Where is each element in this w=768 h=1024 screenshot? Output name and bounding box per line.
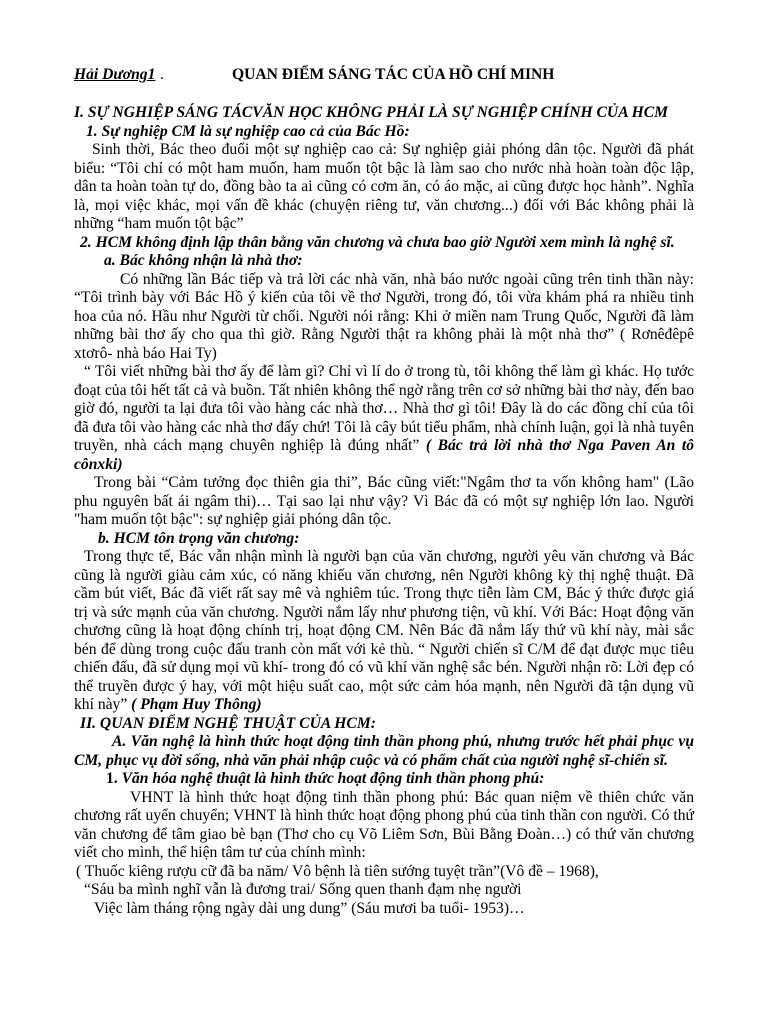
paragraph-3 (74, 363, 694, 474)
place-label: Hải Dương1 (74, 66, 156, 83)
place-dot: . (160, 66, 164, 83)
paragraph-3-text: “ Tôi viết những bài thơ ấy để làm gì? Chỉ vì lí do ở trong tù, tôi không thể làm gì khác. Họ tước đoạt của tôi hết tất cả và buồn. Tất nhiên không thể ngờ rằng trên cơ sở những bài thơ này, đến bao giờ đó, người ta lại đưa tôi vào hàng các nhà thơ… Nhà thơ gì tôi! Đây là do các đồng chí của tôi đã đưa tôi vào hàng các nhà thơ đấy chứ! Tôi là cây bút tiểu phẩm, nhà chính luận, gọi là nhà tuyên truyền, nhà cách mạng chuyên nghiệp là đúng nhất” (74, 363, 694, 454)
poem-line-2: “Sáu ba mình nghĩ vẫn là đương trai/ Sống quen thanh đạm nhẹ người (84, 881, 522, 898)
document-page (74, 66, 694, 918)
subsection-2-text: 2. HCM không định lập thân bằng văn chương và chưa bao giờ Người xem mình là nghệ sĩ. (80, 233, 675, 251)
paragraph-4: Trong bài “Cảm tưởng đọc thiên gia thi”, Bác cũng viết:"Ngâm thơ ta vốn không ham" (Lão phu nguyên bất ái ngâm thi)… Tại sao lại như vậy? Vì Bác đã có một sự nghiệp lớn lao. Người "ham muốn tột bậc": sự nghiệp giải phóng dân tộc. (74, 474, 694, 528)
poem-line-1: ( Thuốc kiêng rượu cữ đã ba năm/ Vô bệnh là tiên sướng tuyệt trần”(Vô đề – 1968), (76, 862, 599, 880)
subsection-A1-number: 1. (106, 770, 118, 787)
subsection-A-heading: A. Văn nghệ là hình thức hoạt động tinh thần phong phú, nhưng trước hết phải phục vụ CM, phục vụ đời sống, nhà văn phải nhập cuộc và có phẩm chất của người nghệ sĩ-chiến sĩ. (74, 733, 694, 769)
document-header (74, 66, 694, 90)
document-title: QUAN ĐIỂM SÁNG TÁC CỦA HỒ CHÍ MINH (232, 66, 555, 83)
paragraph-5-source: ( Phạm Huy Thông) (127, 696, 262, 713)
paragraph-5 (74, 548, 694, 715)
paragraph-3-source: ( Bác trả lời nhà thơ Nga Paven An tô cônxki) (74, 437, 695, 473)
subsection-A1-heading (74, 770, 694, 789)
subsection-1-heading: 1. Sự nghiệp CM là sự nghiệp cao cả của Bác Hồ: (86, 122, 410, 140)
subsection-2b-heading: b. HCM tôn trọng văn chương: (98, 529, 300, 547)
poem-line-3: Việc làm tháng rộng ngày dài ung dung” (Sáu mươi ba tuổi- 1953)… (94, 899, 525, 917)
paragraph-6: VHNT là hình thức hoạt động tinh thần phong phú: Bác quan niệm về thiên chức văn chương rất uyển chuyển; VHNT là hình thức hoạt động phong phú của tinh thần con người. Có thứ văn chương để tâm giao bè bạn (Thơ cho cụ Võ Liêm Sơn, Bùi Bằng Đoàn…) có thứ văn chương viết cho mình, thể hiện tâm tư của chính mình: (74, 788, 694, 861)
section-1-heading: I. SỰ NGHIỆP SÁNG TÁCVĂN HỌC KHÔNG PHẢI LÀ SỰ NGHIỆP CHÍNH CỦA HCM (74, 104, 669, 121)
subsection-A1-text: Văn hóa nghệ thuật là hình thức hoạt động tinh thần phong phú: (117, 770, 545, 787)
paragraph-1: Sinh thời, Bác theo đuổi một sự nghiệp cao cả: Sự nghiệp giải phóng dân tộc. Người đã phát biểu: “Tôi chỉ có một ham muốn, ham muốn tột bậc là làm sao cho nước nhà hoàn toàn độc lập, dân ta hoàn toàn tự do, đồng bào ta ai cũng có cơm ăn, có áo mặc, ai cũng được học hành”. Nghĩa là, mọi việc khác, mọi vấn đề khác (chuyện riêng tư, văn chương...) đối với Bác không phải là những “ham muốn tột bậc” (74, 141, 694, 232)
paragraph-2: Có những lần Bác tiếp và trả lời các nhà văn, nhà báo nước ngoài cũng trên tinh thần này: “Tôi trình bày với Bác Hồ ý kiến của tôi về thơ Người, trong đó, tôi vừa khám phá ra nhiều tinh hoa của nó. Hầu như Người từ chối. Người nói rằng: Khi ở miền nam Trung Quốc, Người đã làm những bài thơ ấy cho qua thì giờ. Rằng Người thật ra không phải là một nhà thơ” ( Rơnêđêpê xtơrô- nhà báo Hai Ty) (74, 270, 694, 362)
paragraph-5-text: Trong thực tế, Bác vẫn nhận mình là người bạn của văn chương, người yêu văn chương và Bác cũng là người giàu cảm xúc, có năng khiếu văn chương, nên Người không kỳ thị nghệ thuật. Đã cầm bút viết, Bác đã viết rất say mê và nghiêm túc. Trong thực tiễn làm CM, Bác ý thức được giá trị và sức mạnh của văn chương. Người nắm lấy như phương tiện, vũ khí. Với Bác: Hoạt động văn chương cũng là hoạt động chính trị, hoạt động CM. Nên Bác đã nắm lấy thứ vũ khí này, mài sắc bén để dùng trong cuộc đấu tranh còn mất với kẻ thù. “ Người chiến sĩ C/M để đạt được mục tiêu chiến đấu, đã sử dụng mọi vũ khí- trong đó có vũ khí văn nghệ sắc bén. Người nhận rõ: Lời đẹp có thể truyền được ý hay, với một hiệu suất cao, một sức cảm hóa mạnh, nên Người đã tận dụng vũ khí này” (74, 548, 694, 713)
subsection-2a-heading: a. Bác không nhận là nhà thơ: (104, 252, 303, 269)
section-2-heading: II. QUAN ĐIỂM NGHỆ THUẬT CỦA HCM: (80, 714, 376, 732)
subsection-2-heading (74, 234, 694, 253)
